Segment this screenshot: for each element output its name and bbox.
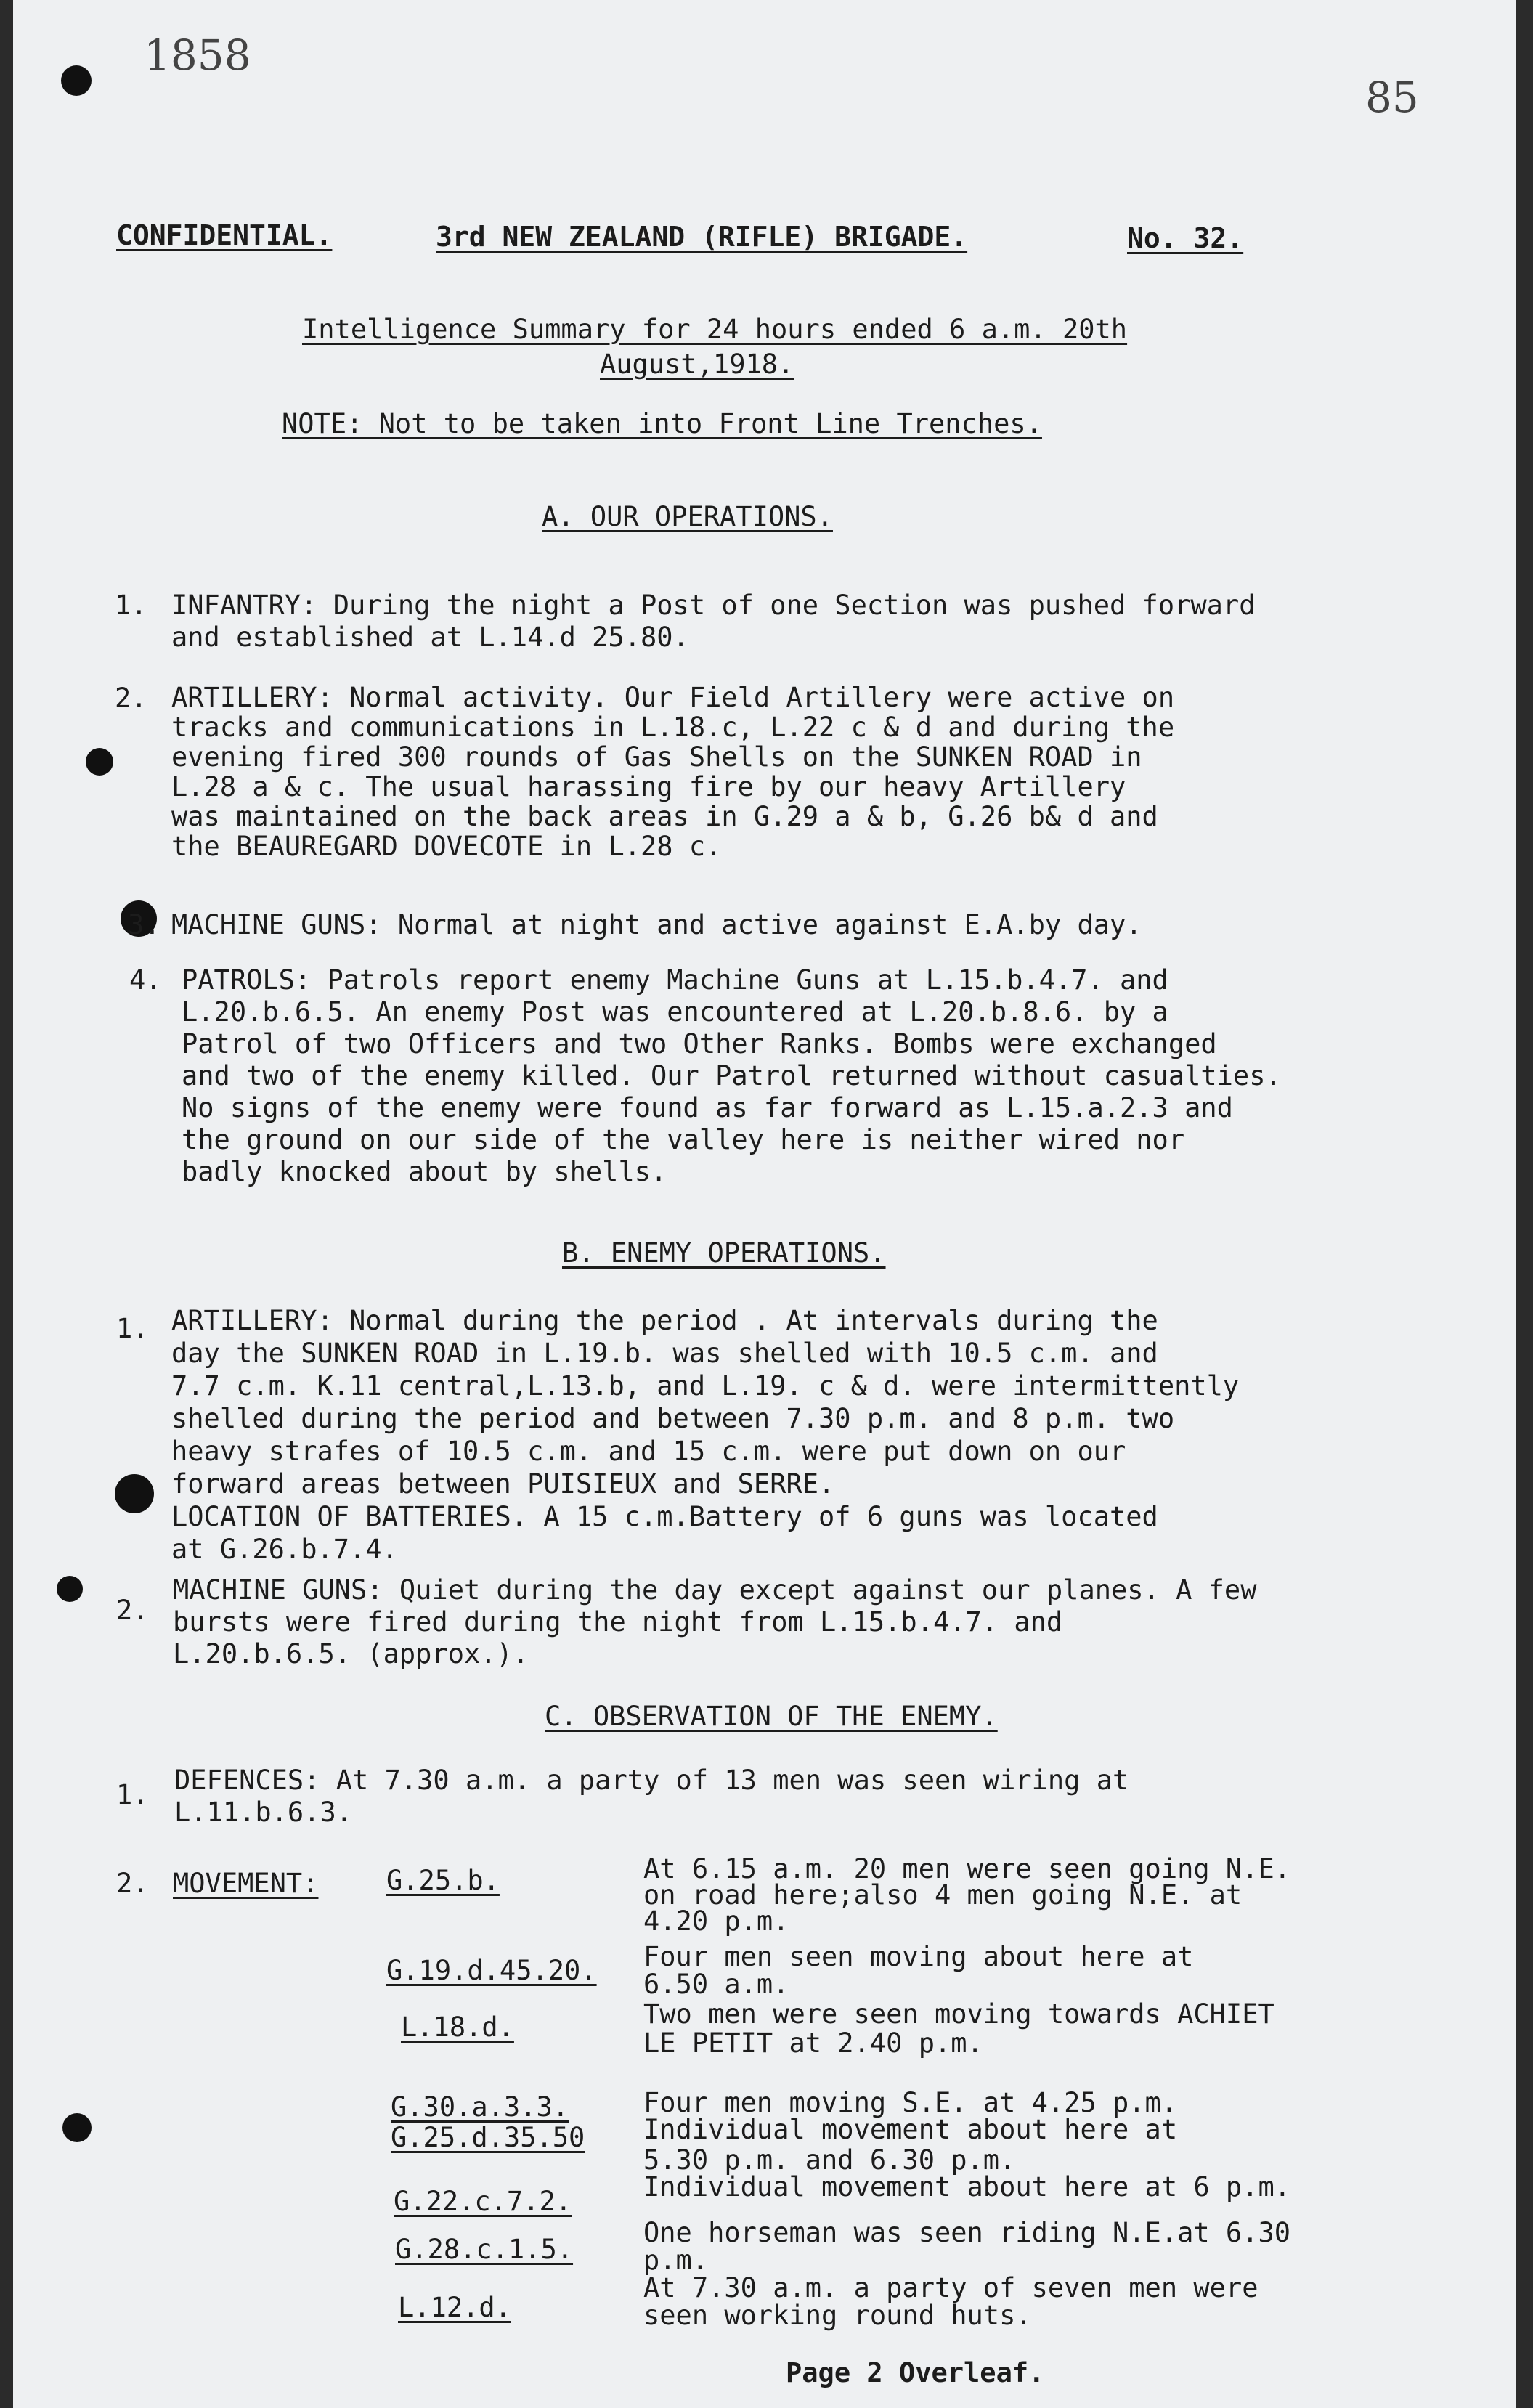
text-line: ARTILLERY: Normal during the period . At intervals during the bbox=[171, 1305, 1158, 1336]
text-line: was maintained on the back areas in G.29 a & b, G.26 b& d and bbox=[171, 801, 1158, 832]
text-line: the BEAUREGARD DOVECOTE in L.28 c. bbox=[171, 831, 722, 862]
text-line: MACHINE GUNS: Normal at night and active against E.A.by day. bbox=[171, 909, 1142, 940]
document-page bbox=[13, 0, 1516, 2408]
text-line: Four men moving S.E. at 4.25 p.m. bbox=[643, 2087, 1178, 2118]
text-line: 7.7 c.m. K.11 central,L.13.b, and L.19. c & d. were intermittently bbox=[171, 1370, 1240, 1402]
text-line: shelled during the period and between 7.30 p.m. and 8 p.m. two bbox=[171, 1403, 1175, 1434]
text-line: 5.30 p.m. and 6.30 p.m. bbox=[643, 2144, 1016, 2176]
text-line: MACHINE GUNS: Quiet during the day except against our planes. A few bbox=[173, 1574, 1257, 1606]
movement-ref: G.19.d.45.20. bbox=[386, 1955, 597, 1986]
text-line: forward areas between PUISIEUX and SERRE. bbox=[171, 1468, 835, 1500]
movement-ref: G.30.a.3.3. bbox=[391, 2091, 569, 2123]
text-line: and established at L.14.d 25.80. bbox=[171, 622, 689, 653]
movement-desc bbox=[643, 2219, 1290, 2274]
section-heading-observation: C. OBSERVATION OF THE ENEMY. bbox=[545, 1701, 998, 1732]
movement-ref: G.25.d.35.50 bbox=[391, 2122, 585, 2153]
document-title: Intelligence Summary for 24 hours ended 6 a.m. 20th bbox=[302, 314, 1128, 345]
item-artillery bbox=[171, 683, 1174, 861]
movement-desc bbox=[643, 1853, 1291, 1937]
punch-hole bbox=[115, 1474, 154, 1513]
item-number: 1. bbox=[116, 1313, 149, 1344]
item-machine-guns bbox=[171, 909, 1142, 941]
item-number: 2. bbox=[116, 1595, 149, 1626]
text-line: INFANTRY: During the night a Post of one Section was pushed forward bbox=[171, 590, 1256, 621]
text-line: PATROLS: Patrols report enemy Machine Guns at L.15.b.4.7. and bbox=[182, 964, 1168, 996]
punch-hole bbox=[61, 65, 92, 96]
movement-desc bbox=[643, 2171, 1290, 2203]
punch-hole bbox=[62, 2113, 92, 2142]
item-number: 3. bbox=[128, 909, 160, 940]
text-line: badly knocked about by shells. bbox=[182, 1156, 667, 1187]
text-line: One horseman was seen riding N.E.at 6.30 bbox=[643, 2217, 1291, 2248]
section-heading-enemy-operations: B. ENEMY OPERATIONS. bbox=[562, 1237, 886, 1269]
archive-number: 1858 bbox=[144, 30, 251, 80]
text-line: bursts were fired during the night from L.15.b.4.7. and bbox=[173, 1606, 1063, 1638]
text-line: L.11.b.6.3. bbox=[174, 1797, 353, 1828]
text-line: At 6.15 a.m. 20 men were seen going N.E. bbox=[643, 1853, 1291, 1884]
text-line: heavy strafes of 10.5 c.m. and 15 c.m. were put down on our bbox=[171, 1436, 1126, 1467]
movement-desc bbox=[643, 2115, 1177, 2176]
movement-ref: G.22.c.7.2. bbox=[394, 2186, 572, 2217]
text-line: DEFENCES: At 7.30 a.m. a party of 13 men was seen wiring at bbox=[174, 1765, 1129, 1796]
folio-number: 85 bbox=[1365, 73, 1419, 122]
page-footer: Page 2 Overleaf. bbox=[786, 2357, 1045, 2388]
text-line: day the SUNKEN ROAD in L.19.b. was shelled with 10.5 c.m. and bbox=[171, 1338, 1158, 1369]
item-number: 1. bbox=[115, 590, 147, 621]
item-number: 1. bbox=[116, 1779, 149, 1810]
text-line: the ground on our side of the valley here is neither wired nor bbox=[182, 1124, 1185, 1155]
item-infantry bbox=[171, 590, 1255, 654]
text-line: No signs of the enemy were found as far forward as L.15.a.2.3 and bbox=[182, 1092, 1233, 1123]
movement-desc bbox=[643, 1943, 1193, 1998]
unit-name: 3rd NEW ZEALAND (RIFLE) BRIGADE. bbox=[436, 221, 968, 253]
text-line: At 7.30 a.m. a party of seven men were bbox=[643, 2272, 1258, 2303]
text-line: and two of the enemy killed. Our Patrol returned without casualties. bbox=[182, 1060, 1282, 1091]
handling-note: NOTE: Not to be taken into Front Line Trenches. bbox=[282, 408, 1042, 439]
text-line: p.m. bbox=[643, 2245, 709, 2276]
movement-ref: G.25.b. bbox=[386, 1865, 500, 1896]
text-line: tracks and communications in L.18.c, L.22 c & d and during the bbox=[171, 712, 1175, 743]
movement-label: MOVEMENT: bbox=[173, 1868, 319, 1899]
text-line: L.28 a & c. The usual harassing fire by our heavy Artillery bbox=[171, 771, 1126, 802]
section-heading-our-operations: A. OUR OPERATIONS. bbox=[542, 501, 833, 532]
text-line: Individual movement about here at 6 p.m. bbox=[643, 2171, 1291, 2202]
text-line: LE PETIT at 2.40 p.m. bbox=[643, 2027, 983, 2059]
movement-ref: L.12.d. bbox=[398, 2292, 511, 2323]
movement-desc bbox=[643, 2274, 1258, 2330]
text-line: L.20.b.6.5. An enemy Post was encountered at L.20.b.8.6. by a bbox=[182, 996, 1168, 1028]
item-number: 4. bbox=[129, 964, 162, 996]
text-line: on road here;also 4 men going N.E. at bbox=[643, 1879, 1243, 1911]
item-enemy-artillery bbox=[171, 1304, 1239, 1566]
item-enemy-machine-guns bbox=[173, 1574, 1256, 1670]
text-line: ARTILLERY: Normal activity. Our Field Artillery were active on bbox=[171, 682, 1175, 713]
classification: CONFIDENTIAL. bbox=[116, 219, 333, 251]
item-patrols bbox=[182, 964, 1282, 1188]
movement-ref: L.18.d. bbox=[401, 2012, 514, 2043]
text-line: Four men seen moving about here at bbox=[643, 1941, 1194, 1972]
text-line: Patrol of two Officers and two Other Ranks. Bombs were exchanged bbox=[182, 1028, 1217, 1059]
document-date: August,1918. bbox=[600, 349, 794, 380]
document-number: No. 32. bbox=[1127, 222, 1244, 254]
movement-ref: G.28.c.1.5. bbox=[395, 2234, 574, 2265]
text-line: 4.20 p.m. bbox=[643, 1905, 789, 1937]
text-line: L.20.b.6.5. (approx.). bbox=[173, 1638, 529, 1669]
text-line: LOCATION OF BATTERIES. A 15 c.m.Battery of 6 guns was located bbox=[171, 1501, 1158, 1532]
text-line: Two men were seen moving towards ACHIET bbox=[643, 1998, 1274, 2030]
text-line: 6.50 a.m. bbox=[643, 1969, 789, 2000]
text-line: at G.26.b.7.4. bbox=[171, 1534, 398, 1565]
text-line: evening fired 300 rounds of Gas Shells on the SUNKEN ROAD in bbox=[171, 741, 1142, 773]
item-number: 2. bbox=[116, 1868, 149, 1899]
text-line: Individual movement about here at bbox=[643, 2114, 1178, 2145]
movement-desc bbox=[643, 2000, 1274, 2058]
punch-hole bbox=[57, 1576, 83, 1602]
text-line: seen working round huts. bbox=[643, 2300, 1032, 2331]
item-number: 2. bbox=[115, 683, 147, 714]
punch-hole bbox=[86, 748, 113, 776]
item-defences bbox=[174, 1765, 1129, 1829]
